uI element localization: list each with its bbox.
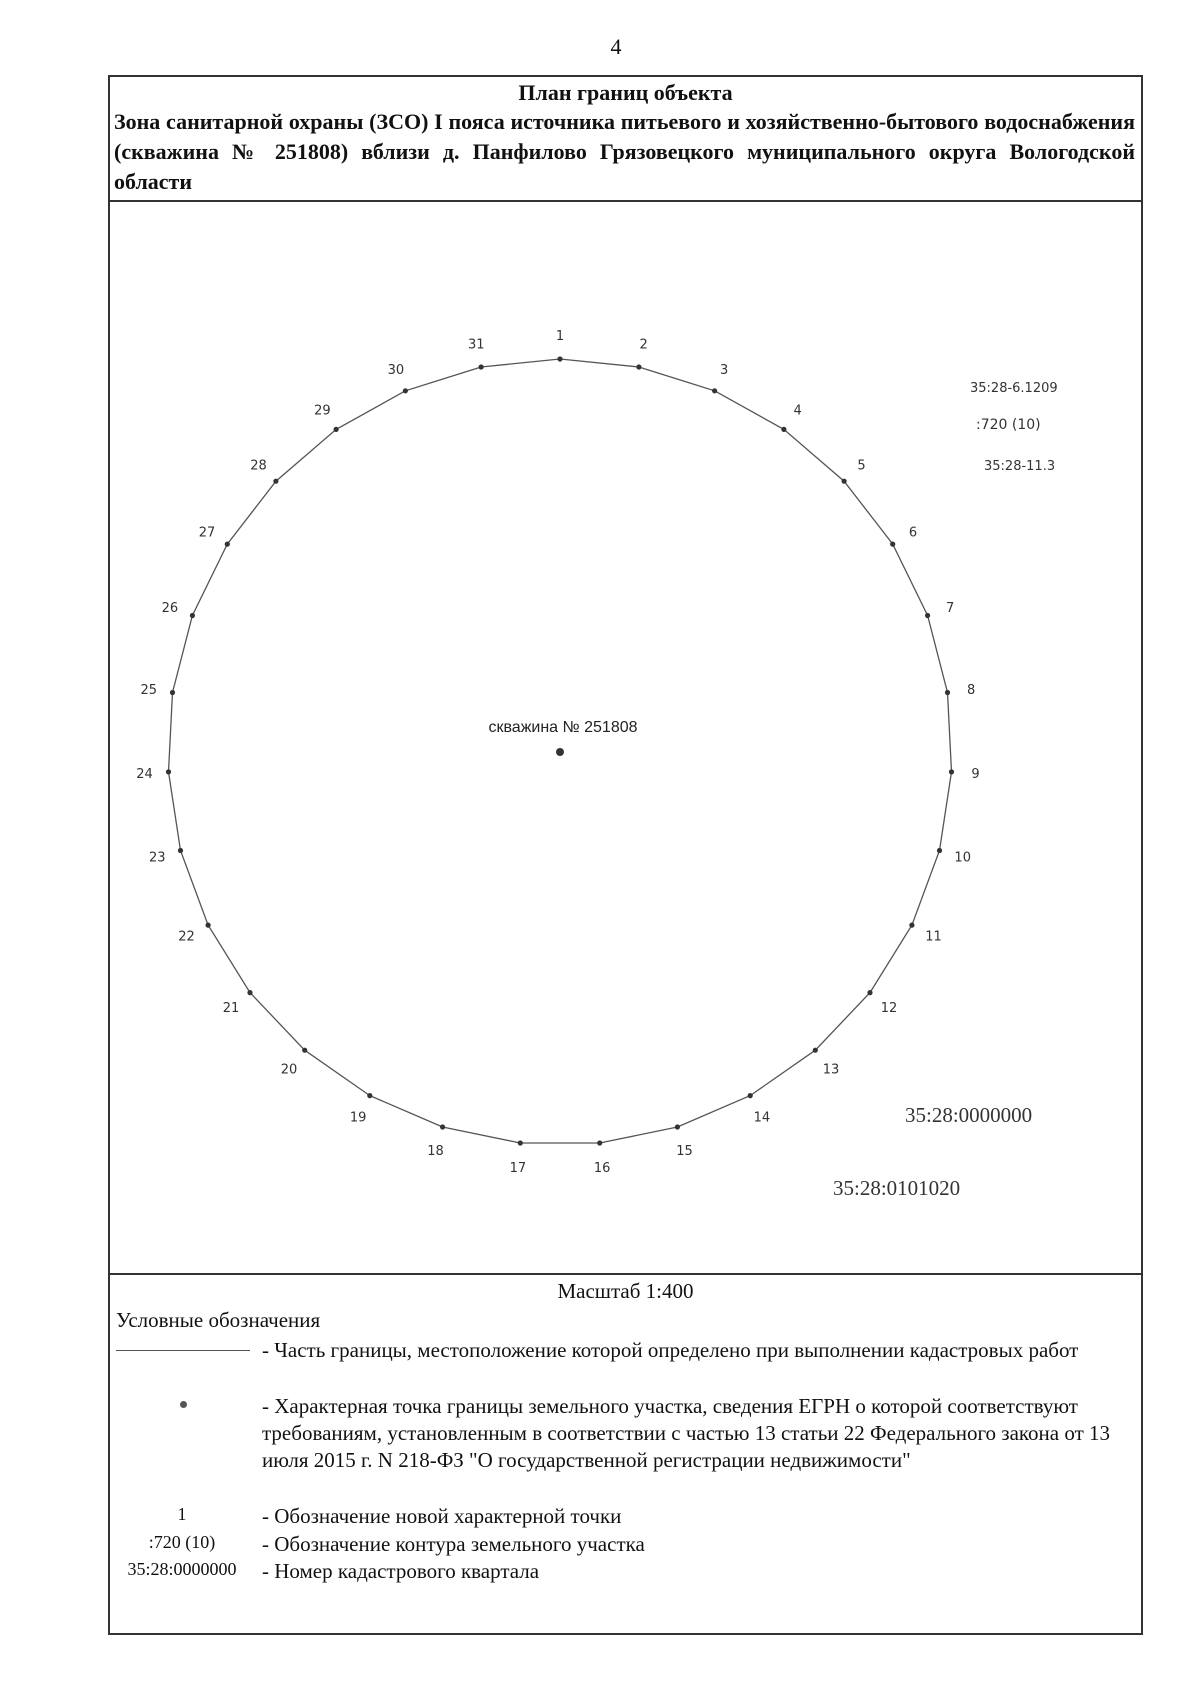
- document-subtitle: Зона санитарной охраны (ЗСО) I пояса источника питьевого и хозяйственно-бытового водоснабжения (скважина № 251808) вблизи д. Панфилово Грязовецкого муниципального округа Вологодской области: [114, 109, 1135, 194]
- boundary-point-label-2: 2: [639, 337, 648, 353]
- boundary-point-20: [302, 1048, 307, 1053]
- legend-area: [110, 1275, 1141, 1633]
- quarter-symbol: 35:28:0000000: [127, 1559, 237, 1579]
- document-title: План границ объекта: [518, 80, 733, 105]
- legend-title: Условные обозначения: [116, 1308, 321, 1332]
- boundary-point-label-14: 14: [753, 1110, 771, 1126]
- boundary-plan: [110, 202, 1141, 1275]
- boundary-point-label-10: 10: [954, 850, 971, 866]
- boundary-point-16: [597, 1140, 602, 1145]
- boundary-point-label-13: 13: [822, 1062, 840, 1078]
- boundary-point-label-15: 15: [676, 1143, 693, 1159]
- boundary-point-label-28: 28: [250, 458, 267, 474]
- boundary-point-2: [636, 364, 641, 369]
- boundary-point-label-3: 3: [719, 362, 729, 378]
- boundary-point-label-17: 17: [509, 1160, 527, 1176]
- boundary-point-label-16: 16: [593, 1160, 611, 1176]
- boundary-point-24: [166, 769, 171, 774]
- boundary-point-label-31: 31: [468, 337, 485, 353]
- boundary-point-9: [949, 769, 954, 774]
- legend-text: - Обозначение новой характерной точки: [262, 1504, 622, 1528]
- boundary-point-label-22: 22: [178, 929, 195, 945]
- cadastral-quarter-label-1: 35:28:0000000: [905, 1103, 1033, 1127]
- boundary-point-3: [712, 388, 717, 393]
- boundary-point-symbol: [180, 1401, 187, 1408]
- new-point-symbol: 1: [177, 1504, 187, 1524]
- boundary-point-23: [178, 848, 183, 853]
- boundary-point-label-21: 21: [222, 1001, 240, 1017]
- boundary-point-31: [479, 364, 484, 369]
- boundary-point-5: [842, 479, 847, 484]
- boundary-point-18: [440, 1124, 445, 1129]
- boundary-point-label-20: 20: [280, 1062, 298, 1078]
- boundary-point-label-24: 24: [136, 767, 153, 783]
- boundary-point-17: [518, 1140, 523, 1145]
- legend-text: - Часть границы, местоположение которой определено при выполнении кадастровых работ: [262, 1338, 1079, 1362]
- page-number: 4: [610, 34, 622, 59]
- boundary-point-label-5: 5: [857, 458, 866, 474]
- boundary-point-label-23: 23: [149, 850, 166, 866]
- boundary-point-13: [813, 1048, 818, 1053]
- boundary-point-label-4: 4: [793, 403, 802, 419]
- boundary-point-6: [890, 542, 895, 547]
- scale-label: Масштаб 1:400: [557, 1279, 694, 1303]
- boundary-point-label-9: 9: [971, 767, 980, 783]
- boundary-point-11: [909, 923, 914, 928]
- boundary-point-19: [367, 1093, 372, 1098]
- boundary-plan-drawing: [110, 202, 1141, 1273]
- boundary-point-label-25: 25: [140, 682, 158, 698]
- boundary-point-label-29: 29: [314, 403, 331, 419]
- boundary-point-label-1: 1: [555, 329, 565, 344]
- boundary-point-label-8: 8: [967, 682, 976, 698]
- boundary-point-22: [206, 923, 211, 928]
- boundary-point-26: [190, 613, 195, 618]
- boundary-point-label-6: 6: [908, 525, 918, 541]
- boundary-line-symbol: [116, 1350, 250, 1351]
- boundary-point-29: [334, 427, 339, 432]
- well-marker: [557, 749, 564, 756]
- contour-symbol: :720 (10): [148, 1532, 216, 1552]
- well-label: скважина № 251808: [488, 719, 638, 736]
- boundary-point-label-12: 12: [880, 1001, 898, 1017]
- boundary-point-1: [557, 356, 562, 361]
- boundary-point-label-18: 18: [427, 1143, 444, 1159]
- boundary-point-label-30: 30: [387, 362, 405, 378]
- boundary-point-28: [273, 479, 278, 484]
- legend-text: - Номер кадастрового квартала: [262, 1559, 540, 1583]
- legend-text: - Характерная точка границы земельного участка, сведения ЕГРН о которой соответствуют требованиям, установленным в соответствии с частью 13 статьи 22 Федерального закона от 13 июля 2015 г. N 218-ФЗ "О государственной регистрации недвижимости": [262, 1394, 1111, 1472]
- boundary-point-10: [937, 848, 942, 853]
- boundary-point-label-19: 19: [349, 1110, 367, 1126]
- boundary-point-4: [781, 427, 786, 432]
- boundary-point-30: [403, 388, 408, 393]
- header-block: [110, 77, 1141, 202]
- boundary-point-14: [748, 1093, 753, 1098]
- contour-label: :720 (10): [976, 417, 1041, 433]
- boundary-point-label-11: 11: [925, 929, 942, 945]
- boundary-point-label-27: 27: [198, 525, 216, 541]
- parcel-number-top: 35:28-6.1209: [970, 381, 1058, 396]
- boundary-point-27: [225, 542, 230, 547]
- legend-text: - Обозначение контура земельного участка: [262, 1532, 645, 1556]
- boundary-point-12: [867, 990, 872, 995]
- boundary-point-label-7: 7: [945, 601, 955, 617]
- boundary-point-15: [675, 1124, 680, 1129]
- boundary-point-21: [247, 990, 252, 995]
- boundary-point-label-26: 26: [161, 601, 179, 617]
- parcel-number-bottom: 35:28-11.3: [984, 459, 1056, 474]
- boundary-point-8: [945, 690, 950, 695]
- cadastral-quarter-label-2: 35:28:0101020: [833, 1176, 961, 1200]
- boundary-point-7: [925, 613, 930, 618]
- document-frame: [108, 75, 1143, 1635]
- boundary-point-25: [170, 690, 175, 695]
